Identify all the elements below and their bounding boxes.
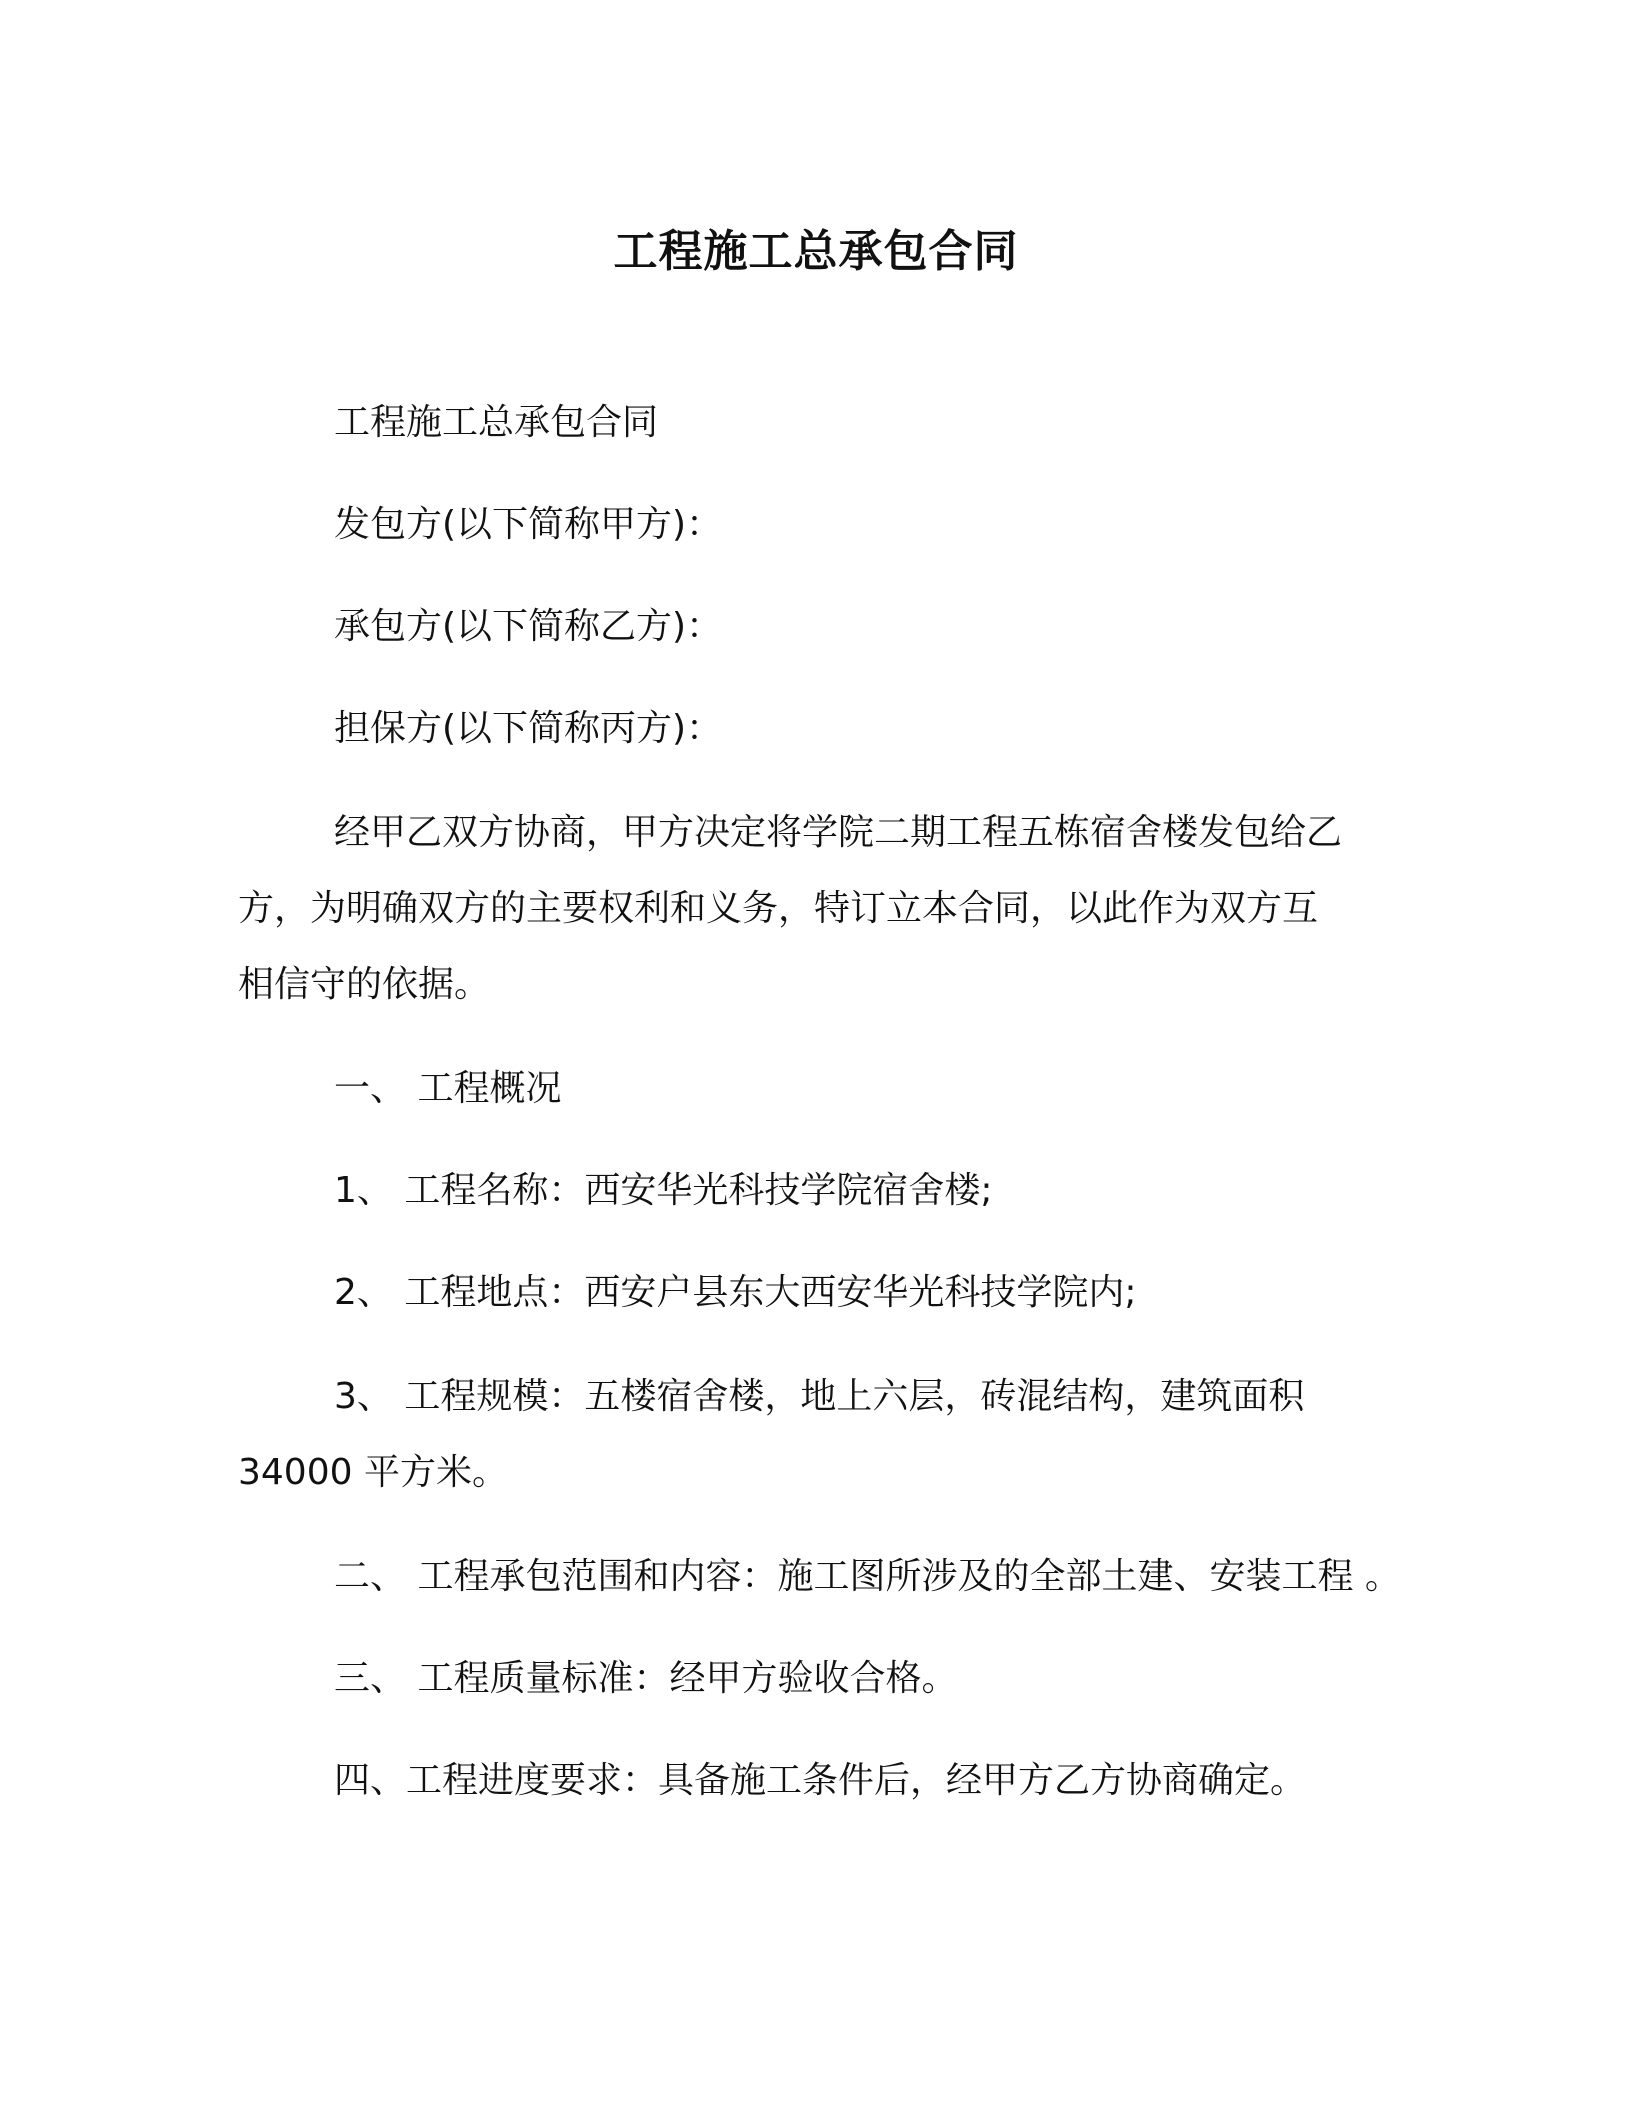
project-name-item: 1、 工程名称：西安华光科技学院宿舍楼; (334, 1170, 993, 1211)
intro-paragraph-line-3: 相信守的依据。 (238, 964, 491, 1005)
document-title: 工程施工总承包合同 (613, 226, 1019, 277)
section-4-schedule: 四、工程进度要求：具备施工条件后，经甲方乙方协商确定。 (334, 1760, 1307, 1801)
intro-paragraph-line-1: 经甲乙双方协商，甲方决定将学院二期工程五栋宿舍楼发包给乙 (334, 812, 1343, 853)
section-1-heading: 一、 工程概况 (334, 1068, 562, 1109)
party-c-line: 担保方(以下简称丙方)： (334, 708, 723, 749)
project-scale-item-line-1: 3、 工程规模：五楼宿舍楼，地上六层，砖混结构，建筑面积 (334, 1376, 1305, 1417)
section-3-quality: 三、 工程质量标准：经甲方验收合格。 (334, 1658, 958, 1699)
intro-paragraph-line-2: 方，为明确双方的主要权利和义务，特订立本合同，以此作为双方互 (238, 888, 1319, 929)
party-b-line: 承包方(以下简称乙方)： (334, 606, 723, 647)
contract-subtitle: 工程施工总承包合同 (334, 402, 659, 443)
project-location-item: 2、 工程地点：西安户县东大西安华光科技学院内; (334, 1272, 1137, 1313)
party-a-line: 发包方(以下简称甲方)： (334, 504, 723, 545)
section-2-scope: 二、 工程承包范围和内容：施工图所涉及的全部土建、安装工程 。 (334, 1556, 1401, 1597)
project-scale-item-line-2: 34000 平方米。 (238, 1452, 508, 1493)
